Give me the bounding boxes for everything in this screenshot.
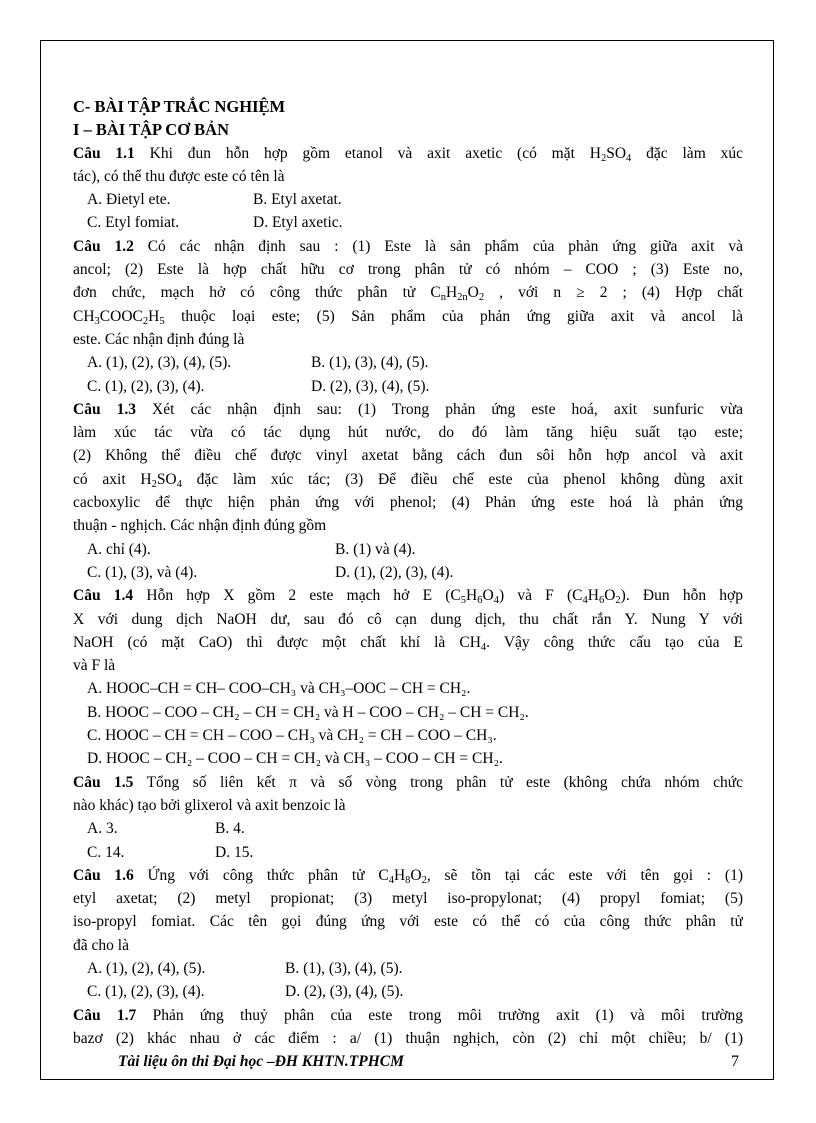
- question-text-line: làm xúc tác vừa có tác dụng hút nước, do đó làm tăng hiệu suất tạo este;: [73, 424, 743, 442]
- question-label: Câu 1.3: [73, 400, 136, 418]
- question-text-line: Câu 1.2 Có các nhận định sau : (1) Este là sản phẩm của phản ứng giữa axit và: [73, 237, 743, 255]
- question-text-line: ancol; (2) Este là hợp chất hữu cơ trong phân tử có nhóm – COO ; (3) Este no,: [73, 261, 743, 279]
- answer-options: [73, 817, 743, 840]
- option-a[interactable]: A. (1), (2), (4), (5).: [87, 959, 206, 977]
- question-text-line: đã cho là: [73, 936, 129, 954]
- section-title: C- BÀI TẬP TRẮC NGHIỆM: [73, 97, 286, 116]
- question-label: Câu 1.4: [73, 587, 134, 605]
- answer-options: [73, 211, 743, 234]
- option-a[interactable]: A. chỉ (4).: [87, 540, 151, 558]
- option-b[interactable]: B. (1), (3), (4), (5).: [311, 354, 429, 372]
- question-text-line: iso-propyl fomiat. Các tên gọi đúng ứng với este có thể có của công thức phân tử: [73, 913, 743, 931]
- option-c[interactable]: C. (1), (2), (3), (4).: [87, 983, 205, 1001]
- answer-options: [73, 188, 743, 211]
- question-text-line: Câu 1.7 Phản ứng thuỷ phân của este trong môi trường axit (1) và môi trường: [73, 1006, 743, 1024]
- question-label: Câu 1.1: [73, 144, 135, 162]
- option-d[interactable]: D. Etyl axetic.: [253, 214, 343, 232]
- answer-options: [73, 841, 743, 864]
- option-d[interactable]: D. (1), (2), (3), (4).: [335, 563, 454, 581]
- answer-options: [73, 351, 743, 374]
- question-1-2: [73, 235, 743, 398]
- question-text-line: Câu 1.1 Khi đun hỗn hợp gồm etanol và axit axetic (có mặt $H_2SO_4$ đặc làm xúc: [73, 144, 743, 164]
- question-1-3: [73, 398, 743, 584]
- footer-title: Tài liệu ôn thi Đại học –ĐH KHTN.TPHCM: [118, 1053, 404, 1070]
- question-text-line: cacboxylic để thực hiện phản ứng với phenol; (4) Phản ứng este hoá là phản ứng: [73, 494, 743, 512]
- option-c[interactable]: C. (1), (2), (3), (4).: [87, 377, 205, 395]
- question-1-4: [73, 584, 743, 770]
- question-1-6: [73, 864, 743, 1004]
- question-text-line: este. Các nhận định đúng là: [73, 330, 245, 348]
- question-label: Câu 1.6: [73, 866, 134, 884]
- option-c[interactable]: C. HOOC – CH = CH – COO – CH₃ và CH₂ = CH – COO – CH₃.: [87, 727, 497, 745]
- option-d[interactable]: D. (2), (3), (4), (5).: [285, 983, 404, 1001]
- option-b[interactable]: B. HOOC – COO – CH₂ – CH = CH₂ và H – COO – CH₂ – CH = CH₂.: [87, 703, 529, 721]
- question-text-line: Câu 1.6 Ứng với công thức phân tử $C_4H_8O_2$, sẽ tồn tại các este với tên gọi : (1): [73, 866, 743, 886]
- option-c[interactable]: C. 14.: [87, 843, 125, 861]
- option-a[interactable]: A. HOOC–CH = CH– COO–CH₃ và CH₃–OOC – CH = CH₂.: [87, 680, 471, 698]
- document-body: [73, 95, 743, 1050]
- question-1-5: [73, 771, 743, 864]
- option-d[interactable]: D. (2), (3), (4), (5).: [311, 377, 430, 395]
- page-number: 7: [731, 1053, 739, 1070]
- answer-options: [73, 957, 743, 980]
- question-1-7: [73, 1004, 743, 1051]
- option-d[interactable]: D. 15.: [215, 843, 254, 861]
- question-text-line: thuận - nghịch. Các nhận định đúng gồm: [73, 517, 327, 535]
- option-d[interactable]: D. HOOC – CH₂ – COO – CH = CH₂ và CH₃ – COO – CH = CH₂.: [87, 750, 503, 768]
- question-label: Câu 1.5: [73, 773, 134, 791]
- question-text-line: đơn chức, mạch hở có công thức phân tử $C_nH_{2n}O_2$ , với n ≥ 2 ; (4) Hợp chất: [73, 284, 743, 304]
- option-b[interactable]: B. (1) và (4).: [335, 540, 416, 558]
- option-a[interactable]: A. (1), (2), (3), (4), (5).: [87, 354, 232, 372]
- answer-options: [73, 538, 743, 561]
- option-b[interactable]: B. Etyl axetat.: [253, 191, 342, 209]
- option-a[interactable]: A. 3.: [87, 820, 118, 838]
- option-b[interactable]: B. (1), (3), (4), (5).: [285, 959, 403, 977]
- question-1-1: [73, 142, 743, 235]
- question-text-line: Câu 1.3 Xét các nhận định sau: (1) Trong phản ứng este hoá, axit sunfuric vừa: [73, 400, 743, 418]
- question-text-line: tác), có thể thu được este có tên là: [73, 167, 285, 185]
- option-a[interactable]: A. Đietyl ete.: [87, 191, 171, 209]
- question-text-line: có axit $H_2SO_4$ đặc làm xúc tác; (3) Để điều chế este của phenol không dùng axit: [73, 470, 743, 490]
- option-b[interactable]: B. 4.: [215, 820, 245, 838]
- subsection-title: I – BÀI TẬP CƠ BẢN: [73, 120, 230, 140]
- question-text-line: Câu 1.4 Hỗn hợp X gồm 2 este mạch hở E $(C_5H_6O_4)$ và F $(C_4H_6O_2)$. Đun hỗn hợp: [73, 587, 743, 607]
- question-text-line: bazơ (2) khác nhau ở các điểm : a/ (1) thuận nghịch, còn (2) chỉ một chiều; b/ (1): [73, 1029, 743, 1047]
- question-text-line: (2) Không thể điều chế được vinyl axetat bằng cách đun sôi hỗn hợp ancol và axit: [73, 447, 743, 465]
- question-text-line: Câu 1.5 Tổng số liên kết π và số vòng trong phân tử este (không chứa nhóm chức: [73, 773, 743, 791]
- question-text-line: và F là: [73, 657, 116, 675]
- answer-options: [73, 980, 743, 1003]
- option-c[interactable]: C. Etyl fomiat.: [87, 214, 180, 232]
- question-label: Câu 1.2: [73, 237, 134, 255]
- question-text-line: $CH_3COOC_2H_5$ thuộc loại este; (5) Sản phẩm của phản ứng giữa axit và ancol là: [73, 307, 743, 327]
- question-text-line: NaOH (có mặt CaO) thì được một chất khí là $CH_4$. Vậy công thức cấu tạo của E: [73, 633, 743, 653]
- question-label: Câu 1.7: [73, 1006, 137, 1024]
- question-text-line: nào khác) tạo bởi glixerol và axit benzoic là: [73, 796, 346, 814]
- answer-options: [73, 561, 743, 584]
- option-c[interactable]: C. (1), (3), và (4).: [87, 563, 198, 581]
- question-text-line: etyl axetat; (2) metyl propionat; (3) metyl iso-propylonat; (4) propyl fomiat; (5): [73, 890, 743, 908]
- answer-options: [73, 375, 743, 398]
- question-text-line: X với dung dịch NaOH dư, sau đó cô cạn dung dịch, thu chất rắn Y. Nung Y với: [73, 610, 743, 628]
